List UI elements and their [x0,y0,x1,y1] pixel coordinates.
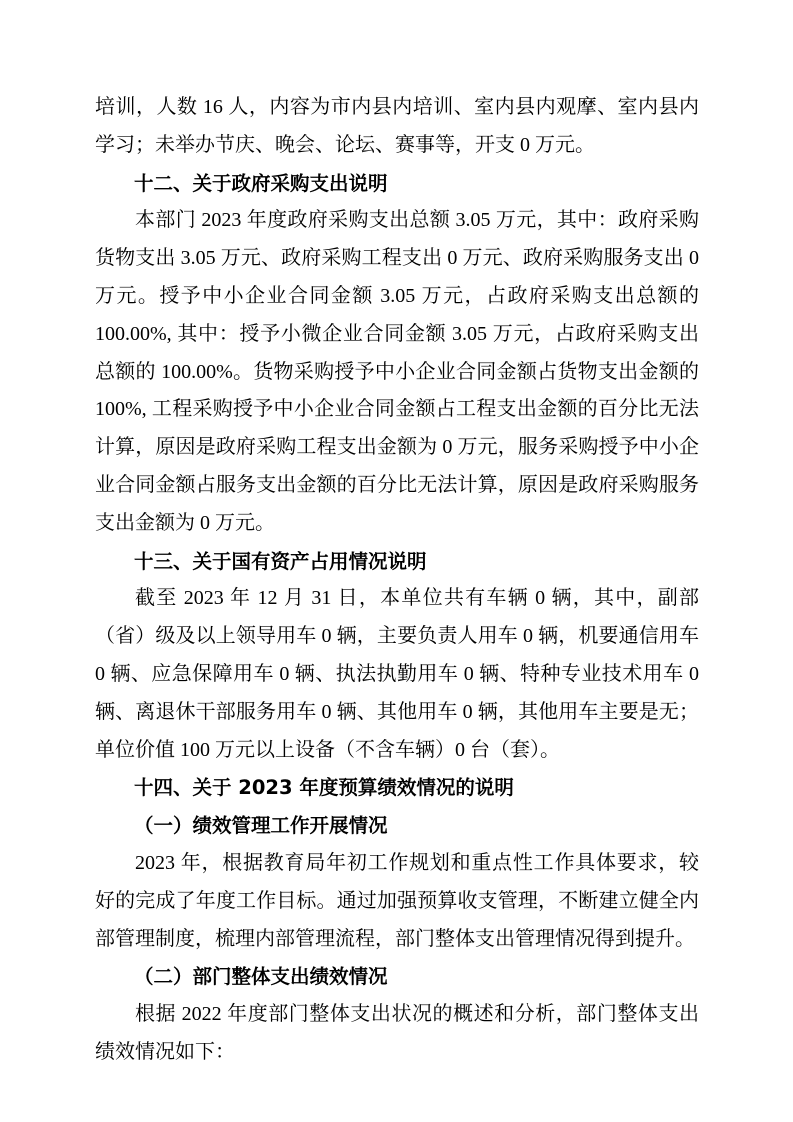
paragraph-training-continuation: 培训，人数 16 人，内容为市内县内培训、室内县内观摩、室内县内学习；未举办节庆、晚会、论坛、赛事等，开支 0 万元。 [95,96,699,156]
section-heading-13-state-assets: 十三、关于国有资产占用情况说明 [134,549,427,573]
section-heading-12-gov-procurement: 十二、关于政府采购支出说明 [134,171,388,195]
subsection-heading-2-overall-expenditure: （二）部门整体支出绩效情况 [134,965,388,989]
paragraph-gov-procurement: 本部门 2023 年度政府采购支出总额 3.05 万元，其中：政府采购货物支出 3.05 万元、政府采购工程支出 0 万元、政府采购服务支出 0 万元。授予中小企业合同金额 3.05 万元，占政府采购支出总额的 100.00%, 其中：授予小微企业合同金额 3.05 万元，占政府采购支出总额的 100.00%。货物采购授予中小企业合同金额占货物支出金额的 100%, 工程采购授予中小企业合同金额占工程支出金额的百分比无法计算，原因是政府采购工程支出金额为 0 万元，服务采购授予中小企业合同金额占服务支出金额的百分比无法计算，原因是政府采购服务支出金额为 0 万元。 [95,209,699,534]
paragraph-overall-expenditure: 根据 2022 年度部门整体支出状况的概述和分析，部门整体支出绩效情况如下： [95,1003,699,1063]
paragraph-state-assets: 截至 2023 年 12 月 31 日，本单位共有车辆 0 辆，其中，副部（省）级及以上领导用车 0 辆，主要负责人用车 0 辆，机要通信用车 0 辆、应急保障用车 0 辆、执法执勤用车 0 辆、特种专业技术用车 0 辆、离退休干部服务用车 0 辆、其他用车 0 辆，其他用车主要是无；单位价值 100 万元以上设备（不含车辆）0 台（套）。 [95,587,699,761]
paragraph-performance-management: 2023 年，根据教育局年初工作规划和重点性工作具体要求，较好的完成了年度工作目标。通过加强预算收支管理，不断建立健全内部管理制度，梳理内部管理流程，部门整体支出管理情况得到提升。 [95,851,699,950]
section-heading-14-budget-performance: 十四、关于 2023 年度预算绩效情况的说明 [134,776,514,800]
document-body [95,89,699,1072]
subsection-heading-1-performance-management: （一）绩效管理工作开展情况 [134,814,388,838]
